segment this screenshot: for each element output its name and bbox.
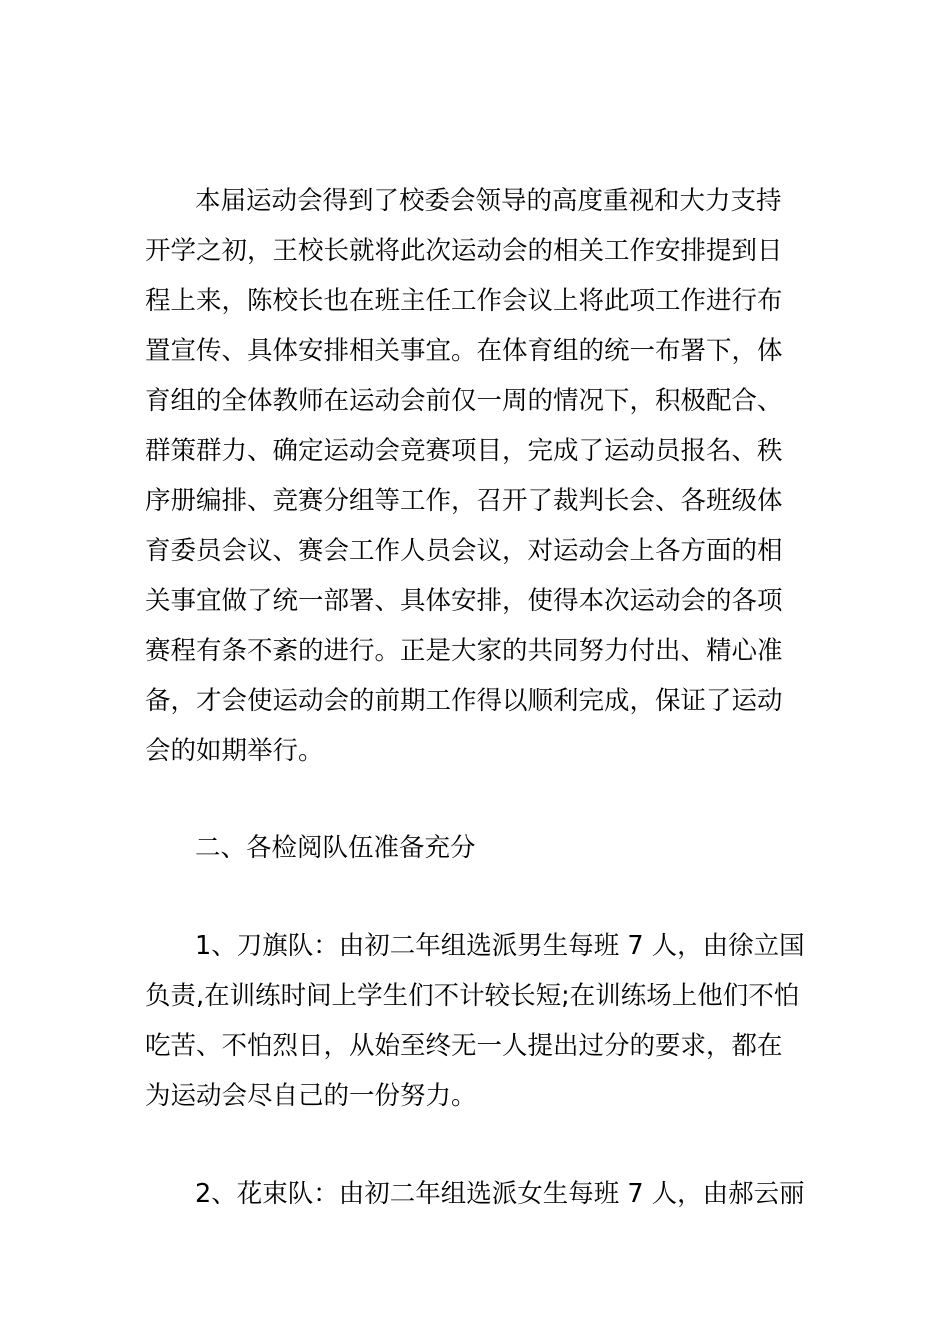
paragraph-line: 1、刀旗队：由初二年组选派男生每班 7 人，由徐立国 [195,931,805,961]
paragraph-line: 2、花束队：由初二年组选派女生每班 7 人，由郝云丽 [195,1179,805,1209]
paragraph-line: 群策群力、确定运动会竞赛项目，完成了运动员报名、秩 [145,436,783,466]
paragraph-line: 序册编排、竞赛分组等工作，召开了裁判长会、各班级体 [145,486,783,516]
paragraph-line: 吃苦、不怕烈日，从始至终无一人提出过分的要求，都在 [145,1031,783,1061]
section-heading: 二、各检阅队伍准备充分 [195,833,476,863]
paragraph-line: 育组的全体教师在运动会前仅一周的情况下，积极配合、 [145,386,783,416]
paragraph-line: 会的如期举行。 [145,736,324,766]
paragraph-line: 备，才会使运动会的前期工作得以顺利完成，保证了运动 [145,686,783,716]
paragraph-line: 置宣传、具体安排相关事宜。在体育组的统一布署下，体 [145,336,783,366]
paragraph-line: 负责,在训练时间上学生们不计较长短;在训练场上他们不怕 [145,981,800,1011]
paragraph-line: 赛程有条不紊的进行。正是大家的共同努力付出、精心准 [145,636,783,666]
paragraph-line: 开学之初，王校长就将此次运动会的相关工作安排提到日 [145,236,783,266]
paragraph-line: 程上来，陈校长也在班主任工作会议上将此项工作进行布 [145,286,783,316]
paragraph-line: 关事宜做了统一部署、具体安排，使得本次运动会的各项 [145,586,783,616]
paragraph-line: 为运动会尽自己的一份努力。 [145,1081,477,1111]
paragraph-line: 育委员会议、赛会工作人员会议，对运动会上各方面的相 [145,536,783,566]
paragraph-line: 本届运动会得到了校委会领导的高度重视和大力支持 [195,186,782,216]
